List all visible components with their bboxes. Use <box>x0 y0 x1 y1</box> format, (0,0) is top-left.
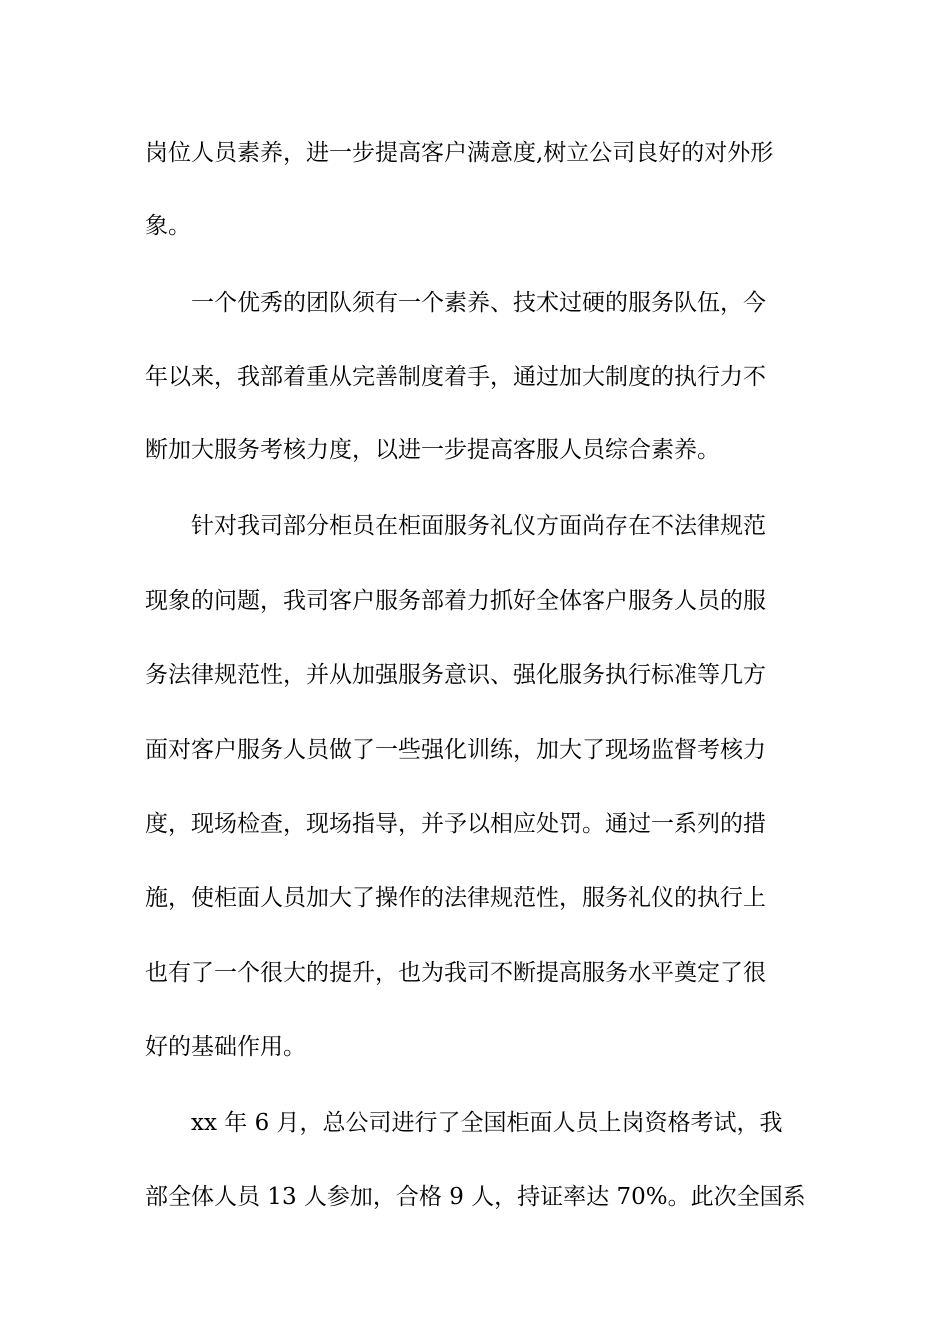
text-line: 断加大服务考核力度，以进一步提高客服人员综合素养。 <box>145 437 720 463</box>
text-line: 部全体人员 13 人参加，合格 9 人，持证率达 70%。此次全国系 <box>145 1184 806 1210</box>
text-line: 现象的问题，我司客户服务部着力抓好全体客户服务人员的服 <box>145 588 766 614</box>
text-line: 岗位人员素养，进一步提高客户满意度,树立公司良好的对外形 <box>145 140 774 166</box>
paragraph-first-line: 一个优秀的团队须有一个素养、技术过硬的服务队伍，今 <box>191 290 766 316</box>
text-line: 也有了一个很大的提升，也为我司不断提高服务水平奠定了很 <box>145 960 766 986</box>
text-line: 度，现场检查，现场指导，并予以相应处罚。通过一系列的措 <box>145 811 766 837</box>
text-line: 务法律规范性，并从加强服务意识、强化服务执行标准等几方 <box>145 662 766 688</box>
paragraph-first-line: 针对我司部分柜员在柜面服务礼仪方面尚存在不法律规范 <box>191 513 766 539</box>
text-line: 年以来，我部着重从完善制度着手，通过加大制度的执行力不 <box>145 364 766 390</box>
text-line: 面对客户服务人员做了一些强化训练，加大了现场监督考核力 <box>145 737 766 763</box>
text-line: 好的基础作用。 <box>145 1034 306 1060</box>
text-line: 象。 <box>145 213 191 239</box>
text-line: 施，使柜面人员加大了操作的法律规范性，服务礼仪的执行上 <box>145 885 766 911</box>
paragraph-first-line: xx 年 6 月，总公司进行了全国柜面人员上岗资格考试，我 <box>191 1110 783 1136</box>
